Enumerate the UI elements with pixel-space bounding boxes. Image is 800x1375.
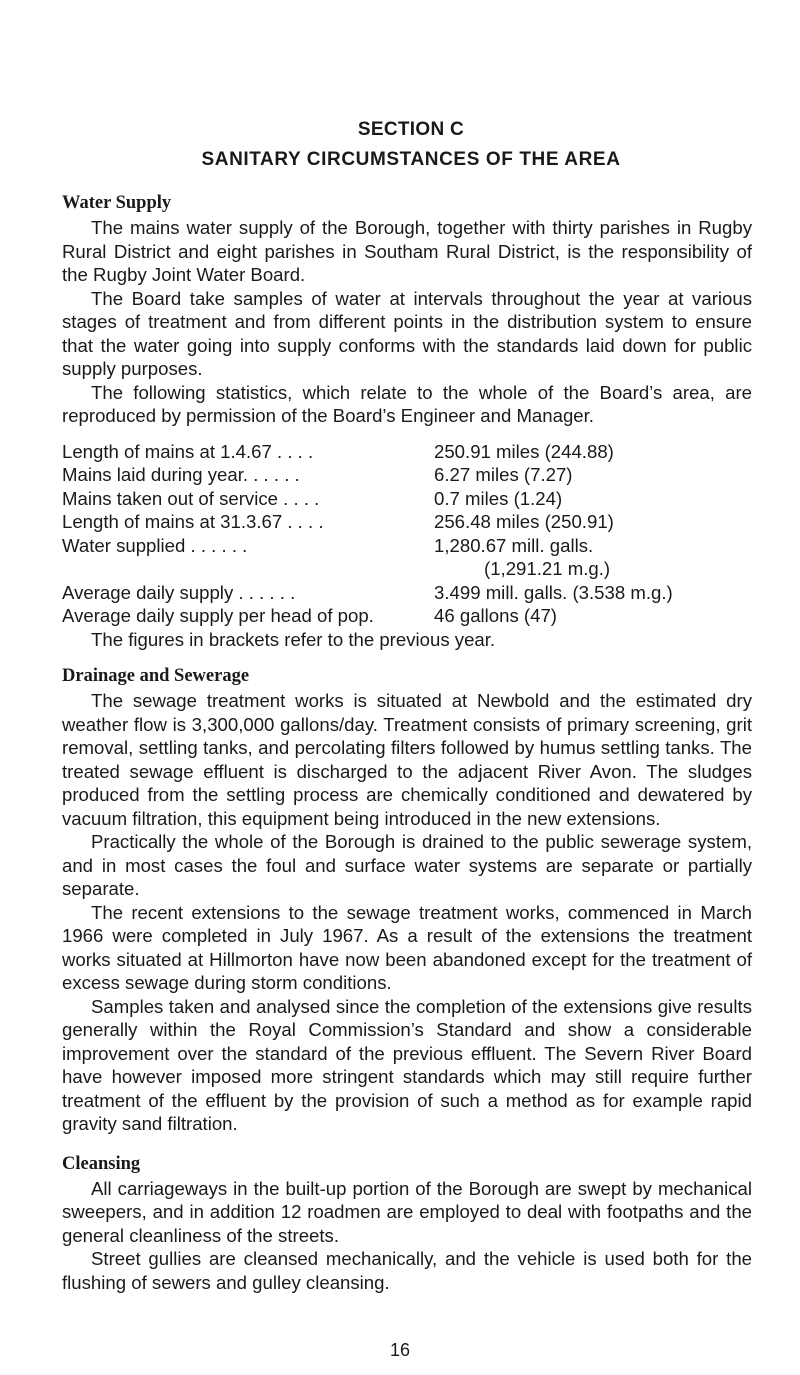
section-subtitle: SANITARY CIRCUMSTANCES OF THE AREA [201, 149, 621, 170]
statistics-row [62, 463, 752, 487]
statistics-row [62, 534, 752, 558]
dot-leader: . . . . [282, 511, 324, 532]
statistic-label: Length of mains at 31.3.67 [62, 511, 283, 532]
statistic-label: Mains laid during year. . [62, 464, 259, 485]
dot-leader: . . . . . . [185, 534, 248, 556]
statistic-label: Average daily supply per head of pop. [62, 605, 374, 626]
statistic-label: Length of mains at 1.4.67 [62, 440, 272, 462]
section-title: SECTION C [357, 119, 465, 140]
water-statistics-table [62, 440, 752, 628]
drainage-section [62, 663, 752, 1136]
statistics-row [62, 581, 752, 605]
drainage-heading: Drainage and Sewerage [62, 666, 250, 686]
statistics-row [62, 510, 752, 534]
cleansing-paragraph: All carriageways in the built-up portion of the Borough are swept by mechanical sweepers, and in addition 12 roadmen are employed to deal with footpaths and the general cleanliness of the streets. [62, 1177, 752, 1246]
statistic-value: 250.91 miles (244.88) [434, 440, 614, 462]
statistic-value: 256.48 miles (250.91) [434, 511, 614, 532]
water-supply-paragraph: The following statistics, which relate to the whole of the Board’s area, are reproduced by permission of the Board’s Engineer and Manager. [62, 381, 752, 426]
cleansing-heading: Cleansing [62, 1153, 141, 1174]
page-number: 16 [389, 1340, 411, 1360]
cleansing-paragraph: Street gullies are cleansed mechanically, and the vehicle is used both for the flushing of sewers and gulley cleansing. [62, 1248, 752, 1293]
water-supply-heading: Water Supply [62, 193, 172, 213]
dot-leader: . . . . . . [233, 581, 296, 603]
drainage-paragraph: Practically the whole of the Borough is drained to the public sewerage system, and in most cases the foul and surface water systems are separate or partially separate. [62, 831, 752, 899]
statistic-value: 1,280.67 mill. galls. [434, 534, 594, 556]
statistic-label: Average daily supply [62, 581, 234, 603]
statistic-value: 0.7 miles (1.24) [434, 487, 563, 509]
statistic-value: 6.27 miles (7.27) [434, 464, 573, 485]
dot-leader: . . . . [278, 487, 320, 509]
drainage-paragraph: Samples taken and analysed since the completion of the extensions give results generally within the Royal Commission’s Standard and show a considerable improvement over the standard of the previous effluent. The Severn River Board have however imposed more stringent standards which may still require further treatment of the effluent by the provision of such a method as for example rapid gravity sand filtration. [62, 995, 752, 1134]
drainage-paragraph: The recent extensions to the sewage treatment works, commenced in March 1966 were completed in July 1967. As a result of the extensions the treatment works situated at Hillmorton have now been abandoned except for the treatment of excess sewage during storm conditions. [62, 901, 752, 993]
water-supply-paragraph: The Board take samples of water at intervals throughout the year at various stages of treatment and from different points in the distribution system to ensure that the water going into supply conforms with the standards laid down for public supply purposes. [62, 287, 752, 379]
water-supply-paragraph: The mains water supply of the Borough, together with thirty parishes in Rugby Rural District and eight parishes in Southam Rural District, is the responsibility of the Rugby Joint Water Board. [62, 217, 752, 285]
drainage-paragraph: The sewage treatment works is situated at Newbold and the estimated dry weather flow is 3,300,000 gallons/day. Treatment consists of primary screening, grit removal, settling tanks, and percolating filters followed by humus settling tanks. The treated sewage effluent is discharged to the adjacent River Avon. The sludges produced from the settling process are chemically conditioned and dewatered by vacuum filtration, this equipment being introduced in the new extensions. [62, 690, 752, 829]
statistic-label: Water supplied [62, 534, 186, 556]
statistic-value-continuation: (1,291.21 m.g.) [484, 558, 611, 579]
statistics-row [62, 604, 752, 628]
statistics-row [62, 440, 752, 464]
cleansing-section [62, 1151, 752, 1295]
statistics-row [62, 487, 752, 511]
statistic-value: 3.499 mill. galls. (3.538 m.g.) [434, 581, 673, 603]
dot-leader: . . . . [258, 464, 300, 485]
document-page [62, 117, 752, 1294]
water-supply-section [62, 190, 752, 651]
statistic-value: 46 gallons (47) [434, 605, 558, 626]
statistic-label: Mains taken out of service [62, 487, 278, 509]
statistics-note: The figures in brackets refer to the previous year. [91, 628, 496, 650]
dot-leader: . . . . [271, 440, 314, 462]
